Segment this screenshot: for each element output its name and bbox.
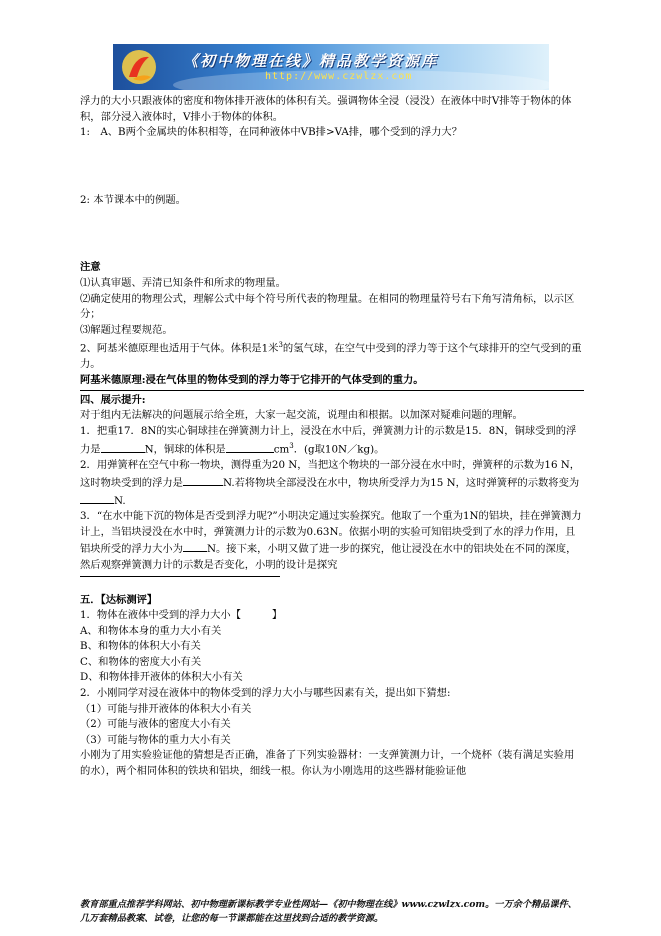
answer-blank[interactable] (183, 540, 207, 552)
test-2-stem: 2．小刚同学对浸在液体中的物体受到的浮力大小与哪些因素有关，提出如下猜想: (80, 687, 451, 700)
section-5-title: 五．【达标测评】 (80, 593, 158, 606)
exercise-2: 2．用弹簧秤在空气中称一物块，测得重为20 N，当把这个物块的一部分浸在水中时，弹簧秤的示数为16 N，这时物块受到的浮力是 N.若将物块全部浸没在水中，物块所受浮力为15 N，这时弹簧秤的示数将变为N. (80, 459, 581, 507)
note-item-2: ⑵确定使用的物理公式，理解公式中每个符号所代表的物理量。在相同的物理量符号右下角写清角标，以示区分； (80, 292, 575, 321)
question-1: 1: A、B两个金属块的体积相等，在同种液体中VB排>VA排，哪个受到的浮力大？ (80, 126, 463, 139)
test-1-stem: 1．物体在液体中受到的浮力大小【 】 (80, 609, 283, 622)
answer-blank[interactable] (183, 474, 223, 486)
header-banner (113, 44, 549, 90)
document-body (80, 94, 584, 780)
page-footer: 教育部重点推荐学科网站、初中物理新课标教学专业性网站—《初中物理在线》www.czwlzx.com。一万余个精品课件、几万套精品教案、试卷，让您的每一节课都能在这里找到合适的教学资源。 (80, 899, 577, 924)
test-1-option-a: A、和物体本身的重力大小有关 (80, 624, 222, 637)
test-2-hypothesis-2: （2）可能与液体的密度大小有关 (80, 718, 231, 731)
archimedes-gas-principle: 阿基米德原理:浸在气体里的物体受到的浮力等于它排开的气体受到的重力。 (80, 373, 424, 386)
note-item-3: ⑶解题过程要规范。 (80, 323, 173, 336)
gas-paragraph: 2、阿基米德原理也适用于气体。体积是1米$^3$的氢气球，在空气中受到的浮力等于这个气球排开的空气受到的重力。 (80, 341, 582, 371)
test-1-option-d: D、和物体排开液体的体积大小有关 (80, 671, 243, 684)
spacer (80, 577, 584, 593)
exercise-3: 3．“在水中能下沉的物体是否受到浮力呢?”小明决定通过实验探究。他取了一个重为1N的铝块，挂在弹簧测力计上，当铝块浸没在水中时，弹簧测力计的示数为0.63N。依据小明的实验可知铝块受到了水的浮力作用，且铝块所受的浮力大小为 N。接下来，小明又做了进一步的探究，他让浸没在水中的铝块处在不同的深度，然后观察弹簧测力计的示数是否变化，小明的设计是探究 (80, 510, 582, 571)
buoyancy-explanation: 浮力的大小只跟液体的密度和物体排开液体的体积有关。强调物体全浸（浸没）在液体中时V排等于物体的体积，部分浸入液体时，V排小于物体的体积。 (80, 95, 572, 123)
note-item-1: ⑴认真审题、弄清已知条件和所求的物理量。 (80, 276, 286, 289)
answer-blank[interactable] (80, 492, 114, 504)
test-2-hypothesis-1: （1）可能与排开液体的体积大小有关 (80, 702, 252, 715)
answer-space (80, 208, 584, 260)
banner-title: 《初中物理在线》精品教学资源库 (183, 52, 439, 70)
test-1-option-b: B、和物体的体积大小有关 (80, 640, 201, 653)
divider (80, 390, 584, 391)
exercise-1: 1．把重17．8N的实心铜球挂在弹簧测力计上，浸没在水中后，弹簧测力计的示数是15．8N，铜球受到的浮力是 N，铜球的体积是 $cm^3$．(g取10N／kg)。 (80, 424, 577, 456)
test-2-hypothesis-3: （3）可能与物体的重力大小有关 (80, 733, 231, 746)
note-title: 注意 (80, 261, 101, 274)
answer-blank[interactable] (101, 441, 145, 453)
question-2: 2: 本节课本中的例题。 (80, 193, 186, 206)
test-2-description: 小刚为了用实验验证他的猜想是否正确，准备了下列实验器材：一支弹簧测力计，一个烧杯（装有满足实验用的水），两个相同体积的铁块和铝块，细线一根。你认为小刚选用的这些器材能验证他 (80, 749, 575, 778)
banner-url: http://www.czwlzx.com (265, 71, 413, 82)
answer-space (80, 141, 584, 193)
section-4-intro: 对于组内无法解决的问题展示给全班，大家一起交流，说理由和根据。以加深对疑难问题的理解。 (80, 409, 523, 422)
test-1-option-c: C、和物体的密度大小有关 (80, 655, 202, 668)
section-4-title: 四、展示提升: (80, 393, 146, 406)
site-logo-icon (119, 47, 159, 87)
answer-blank[interactable] (226, 441, 274, 453)
